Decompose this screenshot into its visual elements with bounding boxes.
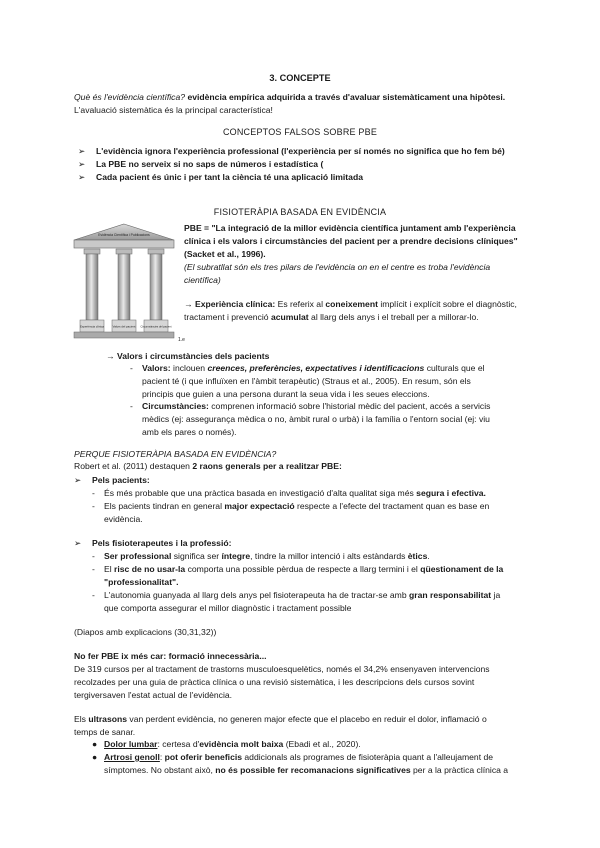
- figure-mark: 1.e: [178, 337, 185, 343]
- ultrasound-line-1: Els ultrasons van perdent evidència, no generen major efecte que el placebo en reduir el dolor, inflamació o: [74, 714, 487, 724]
- arrow-bullet-icon: ➢: [74, 538, 82, 548]
- clinical-experience-line-2: tractament i prevenció acumulat al llarg dels anys i el treball per a millorar-lo.: [184, 312, 479, 322]
- circumstances-line-2: mèdics (ej: assegurança mèdica o no, àmbit rural o urbà) i la família o l'entorn social (ej: viu: [142, 414, 490, 424]
- dash-bullet-icon: -: [92, 551, 95, 561]
- physios-item: - El risc de no usar-la comporta una possible pèrdua de respecte a llarg termini i el qüestionament de la: [92, 564, 504, 574]
- pillar-label-values: Valors del pacient: [112, 324, 136, 329]
- false-concept-item: ➢ Cada pacient és únic i per tant la ciència té una aplicació limitada: [78, 172, 363, 182]
- dot-bullet-icon: ●: [92, 739, 98, 749]
- evidence-bullet: ● Artrosi genoll: pot oferir beneficis addicionals als programes de fisioteràpia quant a l'alleujament de: [92, 752, 494, 762]
- values-line-1: - Valors: inclouen creences, preferències, expectatives i identificacions culturals que el: [130, 363, 485, 373]
- pillar-roof-label: Evidència Científica i Publicacions: [98, 233, 150, 237]
- why-title: PERQUE FISIOTERÀPIA BASADA EN EVIDÈNCIA?: [74, 449, 277, 459]
- why-intro: Robert et al. (2011) destaquen 2 raons generals per a realitzar PBE:: [74, 461, 342, 471]
- pillar-label-experience: Experiència clínica: [79, 324, 105, 329]
- false-concept-item: ➢ L'evidència ignora l'experiència professional (l'experiència per sí només no significa que ho fem bé): [78, 146, 505, 156]
- physios-item: - L'autonomia guanyada al llarg dels anys pel fisioterapeuta ha de tractar-se amb gran responsabilitat ja: [92, 590, 501, 600]
- slides-reference: (Diapos amb explicacions (30,31,32)): [74, 627, 217, 637]
- circumstances-line-1: - Circumstàncies: comprenen informació sobre l'historial mèdic del pacient, accés a servicis: [130, 401, 491, 411]
- evidence-bullet-cont: símptomes. No obstant això, no és possible fer recomanacions significatives per a la pràctica clínica a: [104, 765, 509, 775]
- training-line: recolzades per una guia de pràctica clínica o una revisió sistemàtica, i les descripcions dels cursos sovint: [74, 677, 475, 687]
- pbe-note-line: científica): [184, 275, 221, 285]
- values-line-2: pacient té (i que influïxen en l'àmbit terapèutic) (Straus et al., 2005). En resum, són els: [142, 376, 471, 386]
- patients-heading: ➢ Pels pacients:: [74, 475, 150, 485]
- pbe-definition-line: PBE = "La integració de la millor evidència científica juntament amb l'experiència: [184, 223, 516, 233]
- training-title: No fer PBE ix més car: formació innecessària...: [74, 651, 267, 661]
- intro-answer: evidència empírica adquirida a través d'avaluar sistemàticament una hipòtesi.: [187, 92, 506, 102]
- dash-bullet-icon: -: [130, 401, 133, 411]
- dash-bullet-icon: -: [92, 488, 95, 498]
- evidence-bullet: ● Dolor lumbar: certesa d'evidència molt baixa (Ebadi et al., 2020).: [92, 739, 361, 749]
- arrow-bullet-icon: ➢: [78, 172, 86, 182]
- physios-item-cont: que comporta assegurar el millor diagnòstic i tractament possible: [104, 603, 352, 613]
- arrow-bullet-icon: ➢: [78, 146, 86, 156]
- values-line-3: principis que guien a una persona durant la seua vida i les seues eleccions.: [142, 389, 430, 399]
- patients-item: - Els pacients tindran en general major expectació respecte a l'efecte del tractament quan es base en: [92, 501, 490, 511]
- physios-item: - Ser professional significa ser íntegre, tindre la millor intenció i alts estàndards ètics.: [92, 551, 430, 561]
- temple-pillars-icon: [70, 222, 178, 346]
- values-heading: → Valors i circumstàncies dels pacients: [106, 351, 270, 361]
- dash-bullet-icon: -: [92, 590, 95, 600]
- pbe-definition-line: clínica i els valors i circumstàncies del pacient per a prendre decisions clíniques": [184, 236, 518, 246]
- pillar-label-circumstances: Circumstàncies del pacient: [140, 325, 172, 329]
- pbe-title: FISIOTERÀPIA BASADA EN EVIDÈNCIA: [213, 207, 387, 217]
- false-concepts-title: CONCEPTOS FALSOS SOBRE PBE: [222, 127, 378, 137]
- intro-line-2: L'avaluació sistemàtica és la principal característica!: [74, 105, 273, 115]
- patients-item-cont: evidència.: [104, 514, 143, 524]
- pillars-figure: [70, 222, 178, 346]
- dot-bullet-icon: ●: [92, 752, 98, 762]
- training-line: tergiversaven l'estat actual de l'evidència.: [74, 690, 233, 700]
- dash-bullet-icon: -: [92, 501, 95, 511]
- patients-item: - És més probable que una pràctica basada en investigació d'alta qualitat siga més segura i efectiva.: [92, 488, 486, 498]
- training-line: De 319 cursos per al tractament de trastorns musculoesquelètics, només el 34,2% ensenyaven intervencions: [74, 664, 490, 674]
- circumstances-line-3: amb els pares o només).: [142, 427, 237, 437]
- ultrasound-line-2: temps de sanar.: [74, 727, 136, 737]
- pbe-definition-line: (Sacket et al., 1996).: [184, 249, 266, 259]
- false-concept-item: ➢ La PBE no serveix si no saps de números i estadística (: [78, 159, 324, 169]
- physios-item-cont: "professionalitat".: [104, 577, 179, 587]
- physios-heading: ➢ Pels fisioterapeutes i la professió:: [74, 538, 232, 548]
- dash-bullet-icon: -: [92, 564, 95, 574]
- intro-question: Què és l'evidència científica?: [74, 92, 186, 102]
- section-heading: 3. CONCEPTE: [269, 73, 331, 83]
- dash-bullet-icon: -: [130, 363, 133, 373]
- arrow-bullet-icon: ➢: [74, 475, 82, 485]
- clinical-experience-line-1: → Experiència clínica: Es referix al coneixement implícit i explícit sobre el diagnòstic,: [184, 299, 517, 309]
- arrow-bullet-icon: ➢: [78, 159, 86, 169]
- intro-line-1: [74, 91, 505, 104]
- pbe-note-line: (El subratllat són els tres pilars de l'evidència on en el centre es troba l'evidència: [184, 262, 491, 272]
